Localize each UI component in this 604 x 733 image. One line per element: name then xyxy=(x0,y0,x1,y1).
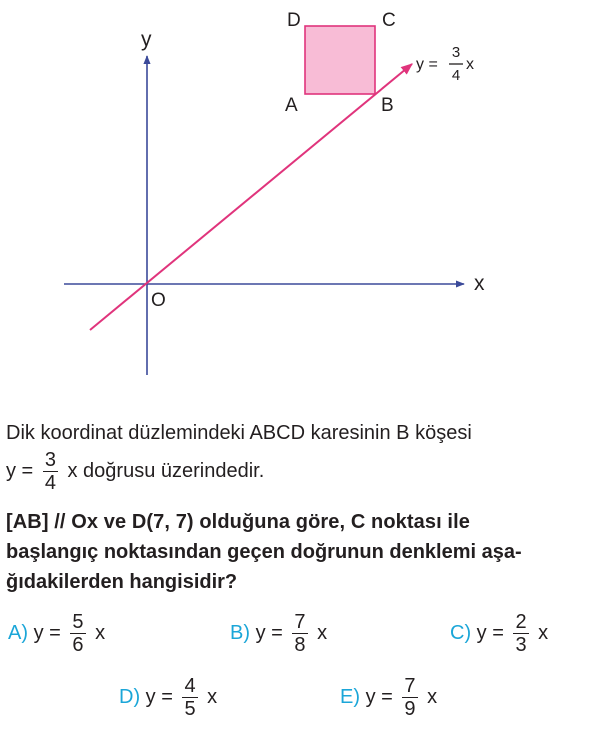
option-e-label: E) xyxy=(340,685,360,708)
option-e[interactable] xyxy=(340,676,437,719)
line-eq-den: 4 xyxy=(451,67,461,84)
option-d-num: 4 xyxy=(184,675,196,697)
option-d-den: 5 xyxy=(184,698,196,720)
option-c[interactable] xyxy=(450,612,548,655)
question-fraction-den: 4 xyxy=(44,472,56,494)
question-bold-text-1: [AB] // Ox ve D(7, 7) olduğuna göre, C noktası ile xyxy=(6,511,470,533)
option-a-den: 6 xyxy=(72,634,84,656)
question-line-1 xyxy=(6,418,598,448)
option-e-var: x xyxy=(427,685,438,708)
option-d-lhs: y = xyxy=(145,685,173,708)
question-bold-text-3: ğıdakilerden hangisidir? xyxy=(6,571,238,593)
option-e-den: 9 xyxy=(404,698,416,720)
vertex-c-label: C xyxy=(382,10,396,31)
vertex-a-label: A xyxy=(285,95,298,116)
option-a-num: 5 xyxy=(72,611,84,633)
option-e-lhs: y = xyxy=(365,685,393,708)
option-d-fraction xyxy=(182,676,197,719)
option-c-var: x xyxy=(538,621,549,644)
vertex-d-label: D xyxy=(287,10,301,31)
line-eq-num: 3 xyxy=(451,44,461,61)
option-b-var: x xyxy=(317,621,328,644)
option-a-lhs: y = xyxy=(33,621,61,644)
question-text-1: Dik koordinat düzlemindeki ABCD karesinin B köşesi xyxy=(6,422,472,444)
option-c-num: 2 xyxy=(515,611,527,633)
option-d-label: D) xyxy=(119,685,141,708)
question-fraction-num: 3 xyxy=(44,449,56,471)
option-e-num: 7 xyxy=(404,675,416,697)
question-line-2 xyxy=(6,450,598,493)
question-bold-line-3 xyxy=(6,567,598,597)
question-eq-lhs: y = xyxy=(6,459,34,482)
vertex-b-label: B xyxy=(381,95,394,116)
option-c-lhs: y = xyxy=(476,621,504,644)
origin-label: O xyxy=(151,290,166,311)
option-a-label: A) xyxy=(8,621,28,644)
option-b[interactable] xyxy=(230,612,327,655)
option-b-den: 8 xyxy=(294,634,306,656)
line-y-3-4-x xyxy=(90,64,412,330)
option-e-fraction xyxy=(402,676,417,719)
axis-x-label: x xyxy=(474,272,485,295)
question-fraction xyxy=(43,450,58,493)
option-d-var: x xyxy=(207,685,218,708)
line-eq-var: x xyxy=(466,56,474,73)
option-c-label: C) xyxy=(450,621,472,644)
option-a-var: x xyxy=(95,621,106,644)
question-bold-text-2: başlangıç noktasından geçen doğrunun denklemi aşa- xyxy=(6,541,522,563)
question-bold-line-1 xyxy=(6,507,598,537)
option-a-fraction xyxy=(70,612,85,655)
option-b-fraction xyxy=(292,612,307,655)
square-abcd xyxy=(305,26,375,94)
line-eq-lhs: y = xyxy=(416,56,438,73)
option-b-lhs: y = xyxy=(255,621,283,644)
option-a[interactable] xyxy=(8,612,105,655)
option-b-label: B) xyxy=(230,621,250,644)
option-c-den: 3 xyxy=(515,634,527,656)
question-text-2: x doğrusu üzerindedir. xyxy=(67,459,265,482)
axis-y-label: y xyxy=(141,28,152,51)
question-bold-line-2 xyxy=(6,537,598,567)
option-d[interactable] xyxy=(119,676,217,719)
option-c-fraction xyxy=(513,612,528,655)
option-b-num: 7 xyxy=(294,611,306,633)
